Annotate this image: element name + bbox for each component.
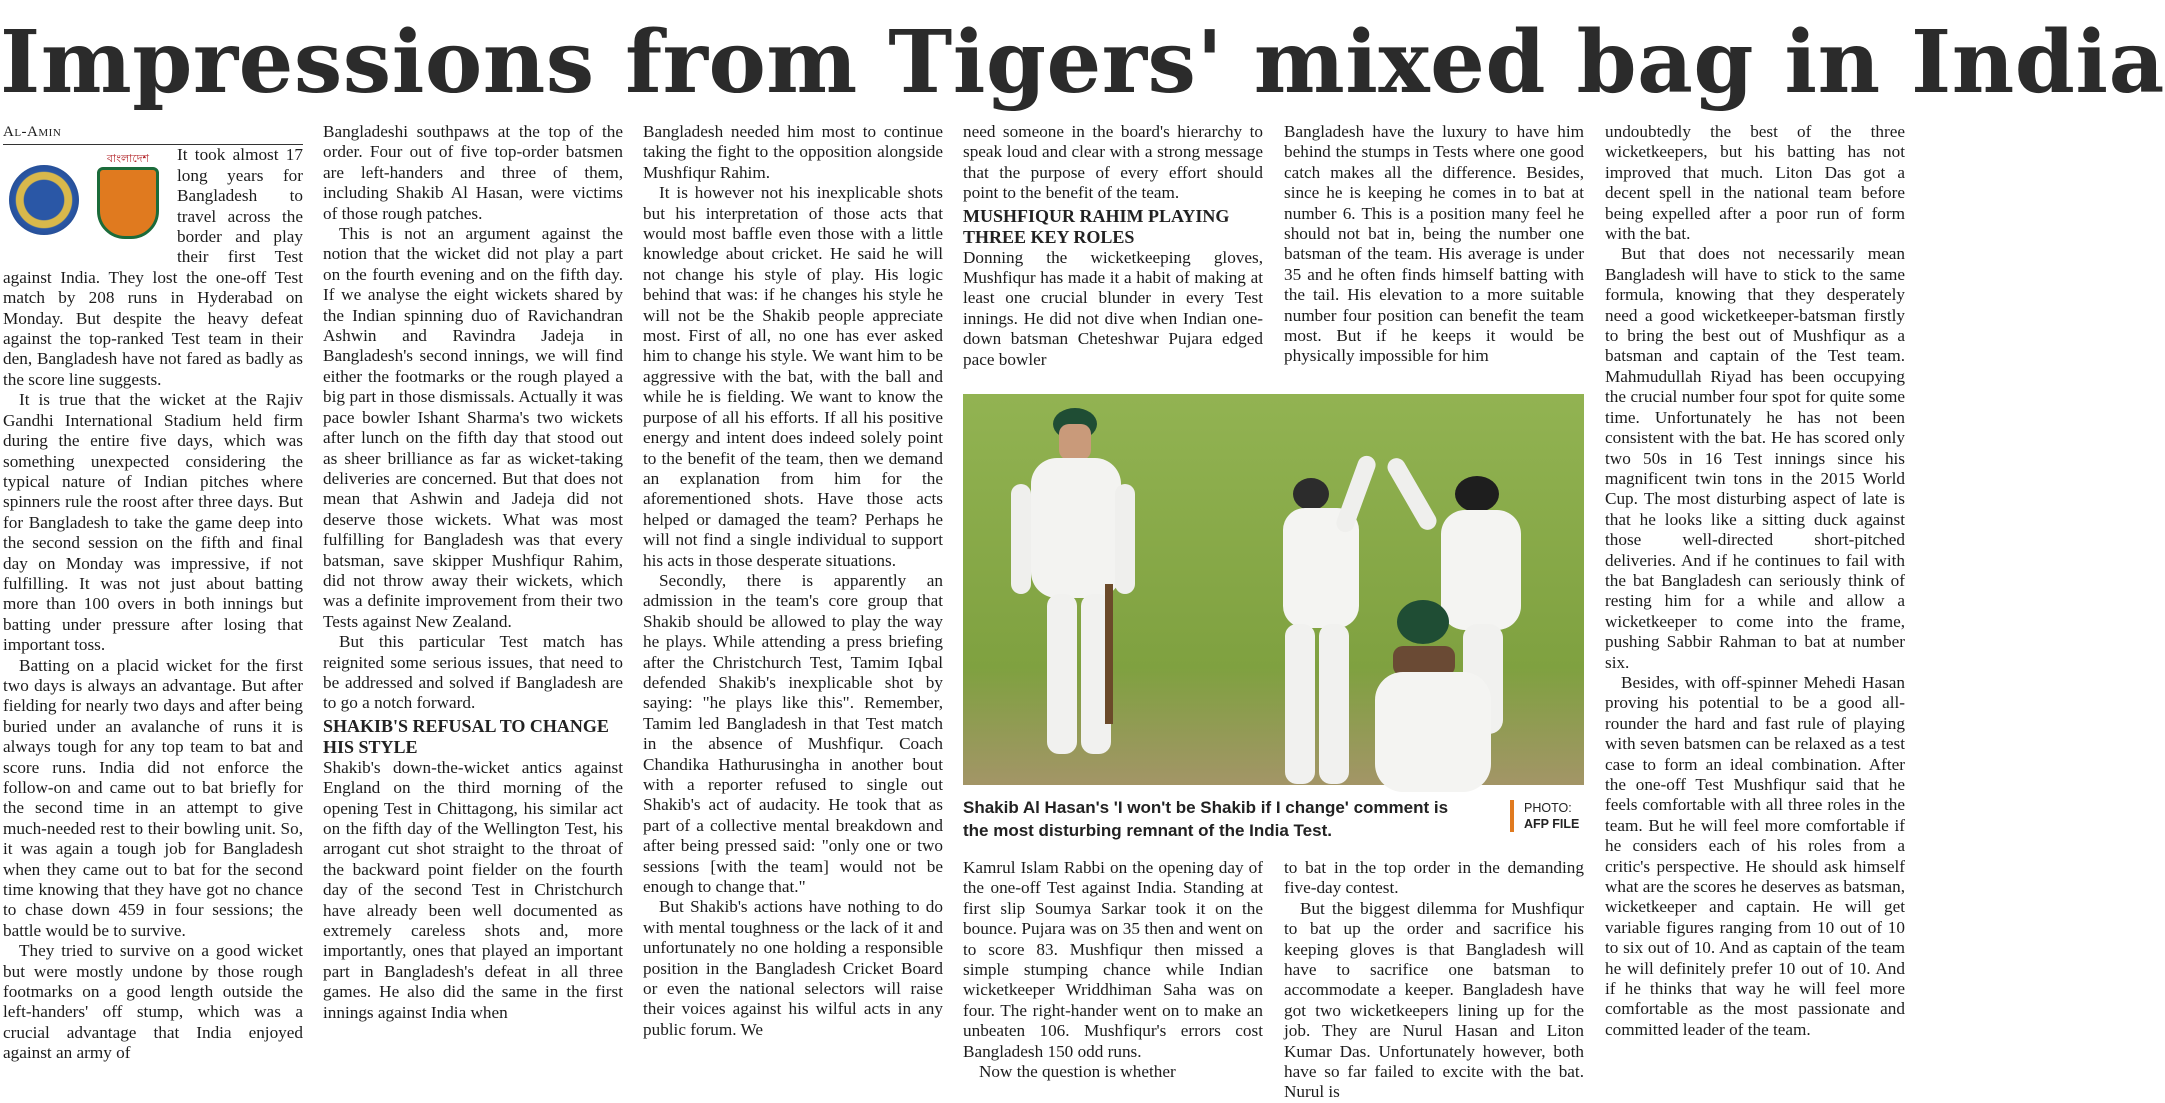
column-1 [3, 122, 303, 1097]
subhead-mushfiqur: MUSHFIQUR RAHIM PLAYING THREE KEY ROLES [963, 205, 1230, 247]
column-2 [323, 122, 623, 1097]
photo-credit [1510, 800, 1602, 832]
paragraph: Bangladesh needed him most to continue taking the fight to the opposition alongside Mushfiqur Rahim. [643, 122, 943, 182]
photo-credit-source: AFP FILE [1524, 817, 1580, 831]
paragraph: But this particular Test match has reignited some serious issues, that need to be addressed and solved if Bangladesh are to go a notch forward. [323, 632, 623, 713]
paragraph: Kamrul Islam Rabbi on the opening day of the one-off Test against India. Standing at first slip Soumya Sarkar took it on the bounce. Pujara was on 35 then and went on to score 83. Mushfiqur then missed a simple stumping chance while Indian wicketkeeper Wriddhiman Saha was on four. The right-hander went on to make an unbeaten 106. Mushfiqur's errors cost Bangladesh 150 odd runs. [963, 858, 1263, 1061]
paragraph: It is true that the wicket at the Rajiv Gandhi International Stadium held firm during the entire five days, which was something unexpected considering the typical nature of Indian pitches where spinners rule the roost after three days. But for Bangladesh to take the game deep into the second session on the fifth and final day on Monday was impressive, if not fulfilling. It was not just about batting more than 100 overs in both innings but batting under pressure after losing that important toss. [3, 390, 303, 655]
bcb-shield-icon [97, 167, 159, 239]
column-4 [963, 122, 1263, 386]
bcci-logo-icon [9, 165, 79, 235]
cricket-photo [963, 394, 1584, 785]
paragraph: to bat in the top order in the demanding five-day contest. [1284, 858, 1584, 898]
paragraph: It is however not his inexplicable shots but his interpretation of those acts that would most baffle even those with a little knowledge about cricket. He said he will not change his style of play. His logic behind that was: if he changes his style he will not be the Shakib people appreciate most. First of all, no one has ever asked him to change his style. We want him to be aggressive with the bat, with the ball and while he is fielding. We want to know the purpose of all his efforts. If all his positive energy and intent does indeed solely point to the benefit of the team, then we demand an explanation from him for the aforementioned shots. Have those acts helped or damaged the team? Perhaps he will not find a single individual to support his acts in those desperate situations. [643, 183, 943, 570]
paragraph: Bangladesh have the luxury to have him behind the stumps in Tests where one good catch makes all the difference. Besides, since he is keeping he comes in to bat at number 6. This is a position many feel he should not bat in, being the number one batsman of the team. His average is under 35 and he often finds himself batting with the tail. His elevation to a more suitable number four position can benefit the team most. But if he keeps it would be physically impossible for him [1284, 122, 1584, 366]
paragraph: Bangladeshi southpaws at the top of the order. Four out of five top-order batsmen are left-handers and three of them, including Shakib Al Hasan, were victims of those rough patches. [323, 122, 623, 223]
paragraph: This is not an argument against the notion that the wicket did not play a part on the fourth evening and on the fifth day. If we analyse the eight wickets shared by the Indian spinning duo of Ravichandran Ashwin and Ravindra Jadeja in Bangladesh's second innings, we will find either the footmarks or the rough played a big part in those dismissals. Actually it was pace bowler Ishant Sharma's two wickets after lunch on the fifth day that stood out as sheer brilliance as far as wicket-taking deliveries are concerned. But that does not mean that Ashwin and Jadeja did not deserve those wickets. What was most fulfilling for Bangladesh was that every batsman, save skipper Mushfiqur Rahim, did not throw away their wickets, which was a definite improvement from their two Tests against New Zealand. [323, 224, 623, 631]
paragraph: But the biggest dilemma for Mushfiqur to bat up the order and sacrifice his keeping gloves is that Bangladesh will have to sacrifice one batsman to accommodate a keeper. Bangladesh have got two wicketkeepers lining up for the job. They are Nurul Hasan and Liton Kumar Das. Unfortunately however, both have so far failed to excite with the bat. Nurul is [1284, 898, 1584, 1102]
column-5-lower [1284, 858, 1584, 1102]
paragraph: They tried to survive on a good wicket but were mostly undone by those rough footmarks on a good length outside the left-handers' off stump, which was a crucial advantage that India enjoyed against an army of [3, 941, 303, 1063]
logos [3, 147, 171, 251]
column-3 [643, 122, 943, 1097]
column-5 [1284, 122, 1584, 386]
paragraph: Shakib's down-the-wicket antics against England on the third morning of the opening Test in Chittagong, his similar act on the fifth day of the Wellington Test, his arrogant cut shot straight to the throat of the backward point fielder on the fourth day of the second Test in Christchurch have already been well documented as extremely careless shots and, more importantly, ones that played an important part in Bangladesh's defeat in all three games. He also did the same in the first innings against India when [323, 757, 623, 1022]
paragraph: But that does not necessarily mean Bangladesh will have to stick to the same formula, knowing that they desperately need a good wicketkeeper-batsman firstly to bring the best out of Mushfiqur as a batsman and captain of the Test team. Mahmudullah Riyad has been occupying the crucial number four spot for quite some time. Unfortunately he has not been consistent with the bat. He has scored only two 50s in 16 Test innings since his magnificent twin tons in the 2015 World Cup. The most disturbing aspect of late is that he looks like a sitting duck against those well-directed short-pitched deliveries. And if he continues to fail with the bat Bangladesh can seriously think of resting him for a while and allow a wicketkeeper to come into the frame, pushing Sabbir Rahman to bat at number six. [1605, 244, 1905, 672]
paragraph: need someone in the board's hierarchy to speak loud and clear with a strong message that the purpose of every effort should point to the benefit of the team. [963, 122, 1263, 203]
column-6 [1605, 122, 1905, 1097]
headline: Impressions from Tigers' mixed bag in India [0, 12, 2165, 113]
byline: Al-Amin [3, 122, 303, 145]
photo-caption: Shakib Al Hasan's 'I won't be Shakib if I change' comment is the most disturbing remnant of the India Test. [963, 798, 1449, 840]
paragraph: Donning the wicketkeeping gloves, Mushfiqur has made it a habit of making at least one crucial blunder in every Test innings. He did not dive when Indian one-down batsman Cheteshwar Pujara edged pace bowler [963, 247, 1263, 369]
paragraph: Secondly, there is apparently an admission in the team's core group that Shakib should be allowed to play the way he plays. While attending a press briefing after the Christchurch Test, Tamim Iqbal defended Shakib's inexplicable shot by saying: "he plays like this". Remember, Tamim led Bangladesh in that Test match in the absence of Mushfiqur. Coach Chandika Hathurusingha in another bout with a reporter refused to single out Shakib's act of audacity. He took that as part of a collective mental breakdown and after being pressed said: "only one or two sessions [with the team] would not be enough to change that." [643, 570, 943, 897]
paragraph: But Shakib's actions have nothing to do with mental toughness or the lack of it and unfortunately no one holding a responsible position in the Bangladesh Cricket Board or even the national selectors will raise their voices against his wilful acts in any public forum. We [643, 897, 943, 1039]
paragraph: undoubtedly the best of the three wicketkeepers, but his batting has not improved that much. Liton Das got a decent spell in the national team before being expelled after a poor run of form with the bat. [1605, 122, 1905, 244]
photo-credit-label: PHOTO: [1524, 801, 1572, 815]
subhead-shakib: SHAKIB'S REFUSAL TO CHANGE HIS STYLE [323, 715, 609, 757]
paragraph: It took almost 17 long years for Bangladesh to travel across the border and play their first Test against India. They lost the one-off Test match by 208 runs in Hyderabad on Monday. But despite the heavy defeat against the top-ranked Test team in their den, Bangladesh have not fared as badly as the score line suggests. [3, 145, 303, 389]
cricket-players-illustration [963, 394, 1584, 785]
paragraph: Besides, with off-spinner Mehedi Hasan proving his potential to be a good all-rounder the hard and fast rule of playing with seven batsmen can be relaxed as a test case to form an ideal combination. After the one-off Test Mushfiqur said that he feels comfortable with all three roles in the team. But he will feel more comfortable if he considers each of his roles from a critic's perspective. He should ask himself what are the scores he deserves as batsman, wicketkeeper and captain. He will get variable figures ranging from 10 out of 10 to six out of 10. And as captain of the team he will definitely prefer 10 out of 10. And if he thinks that way he will feel more comfortable as the most passionate and committed leader of the team. [1605, 672, 1905, 1039]
column-4-lower [963, 858, 1263, 1097]
paragraph: Now the question is whether [979, 1062, 1176, 1082]
paragraph: Batting on a placid wicket for the first two days is always an advantage. But after fielding for nearly two days and after being buried under an avalanche of runs it is always tough for any top team to bat and score runs. India did not enforce the follow-on and came out to bat briefly for the second time in an attempt to give much-needed rest to their bowling unit. So, it was again a tough job for Bangladesh when they came out to bat for the second time knowing that they have got no chance to chase down 459 in four sessions; the battle would be to survive. [3, 655, 303, 940]
bcb-logo-icon [91, 153, 165, 247]
bcb-logo-label: বাংলাদেশ [106, 152, 150, 166]
